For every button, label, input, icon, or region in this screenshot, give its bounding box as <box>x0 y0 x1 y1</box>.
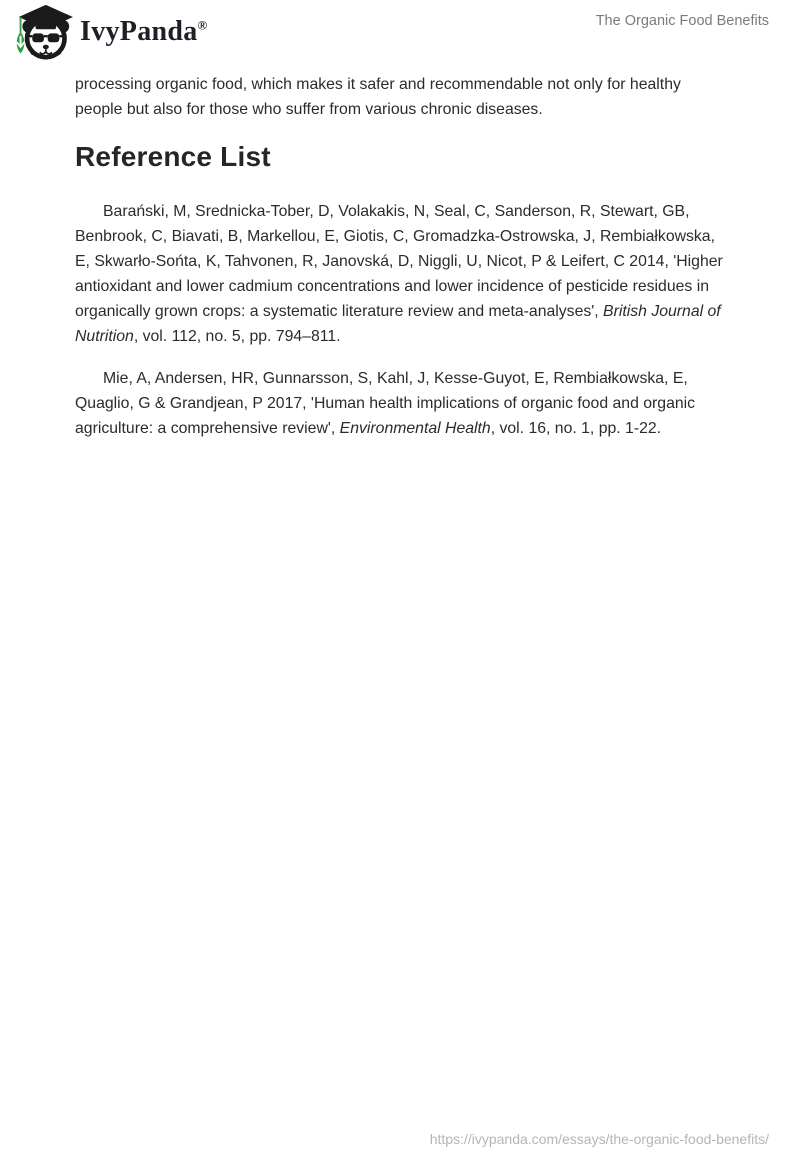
brand-text: IvyPanda <box>80 16 198 47</box>
intro-paragraph: processing organic food, which makes it safer and recommendable not only for healthy people but also for those who suffer from various chronic diseases. <box>75 76 681 118</box>
reference-list <box>75 199 723 441</box>
trademark-symbol: ® <box>197 17 208 33</box>
reference-list-heading: Reference List <box>75 141 271 172</box>
page-header <box>0 0 800 64</box>
reference-entry: Mie, A, Andersen, HR, Gunnarsson, S, Kahl, J, Kesse-Guyot, E, Rembiałkowska, E, Quaglio, G & Grandjean, P 2017, 'Human health implications of organic food and organic agriculture: a comprehensive review', Environmental Health, vol. 16, no. 1, pp. 1-22. <box>75 370 696 437</box>
brand-name <box>80 18 208 46</box>
document-content <box>75 72 723 458</box>
panda-graduation-cap-icon <box>13 3 73 61</box>
document-title: The Organic Food Benefits <box>595 13 769 29</box>
source-url: https://ivypanda.com/essays/the-organic-food-benefits/ <box>429 1131 769 1147</box>
ivypanda-logo <box>13 3 208 61</box>
reference-entry: Barański, M, Srednicka-Tober, D, Volakakis, N, Seal, C, Sanderson, R, Stewart, GB, Benbrook, C, Biavati, B, Markellou, E, Giotis, C, Gromadzka-Ostrowska, J, Rembiałkowska, E, Skwarło-Sońta, K, Tahvonen, R, Janovská, D, Niggli, U, Nicot, P & Leifert, C 2014, 'Higher antioxidant and lower cadmium concentrations and lower incidence of pesticide residues in organically grown crops: a systematic literature review and meta-analyses', British Journal of Nutrition, vol. 112, no. 5, pp. 794–811. <box>75 203 723 345</box>
